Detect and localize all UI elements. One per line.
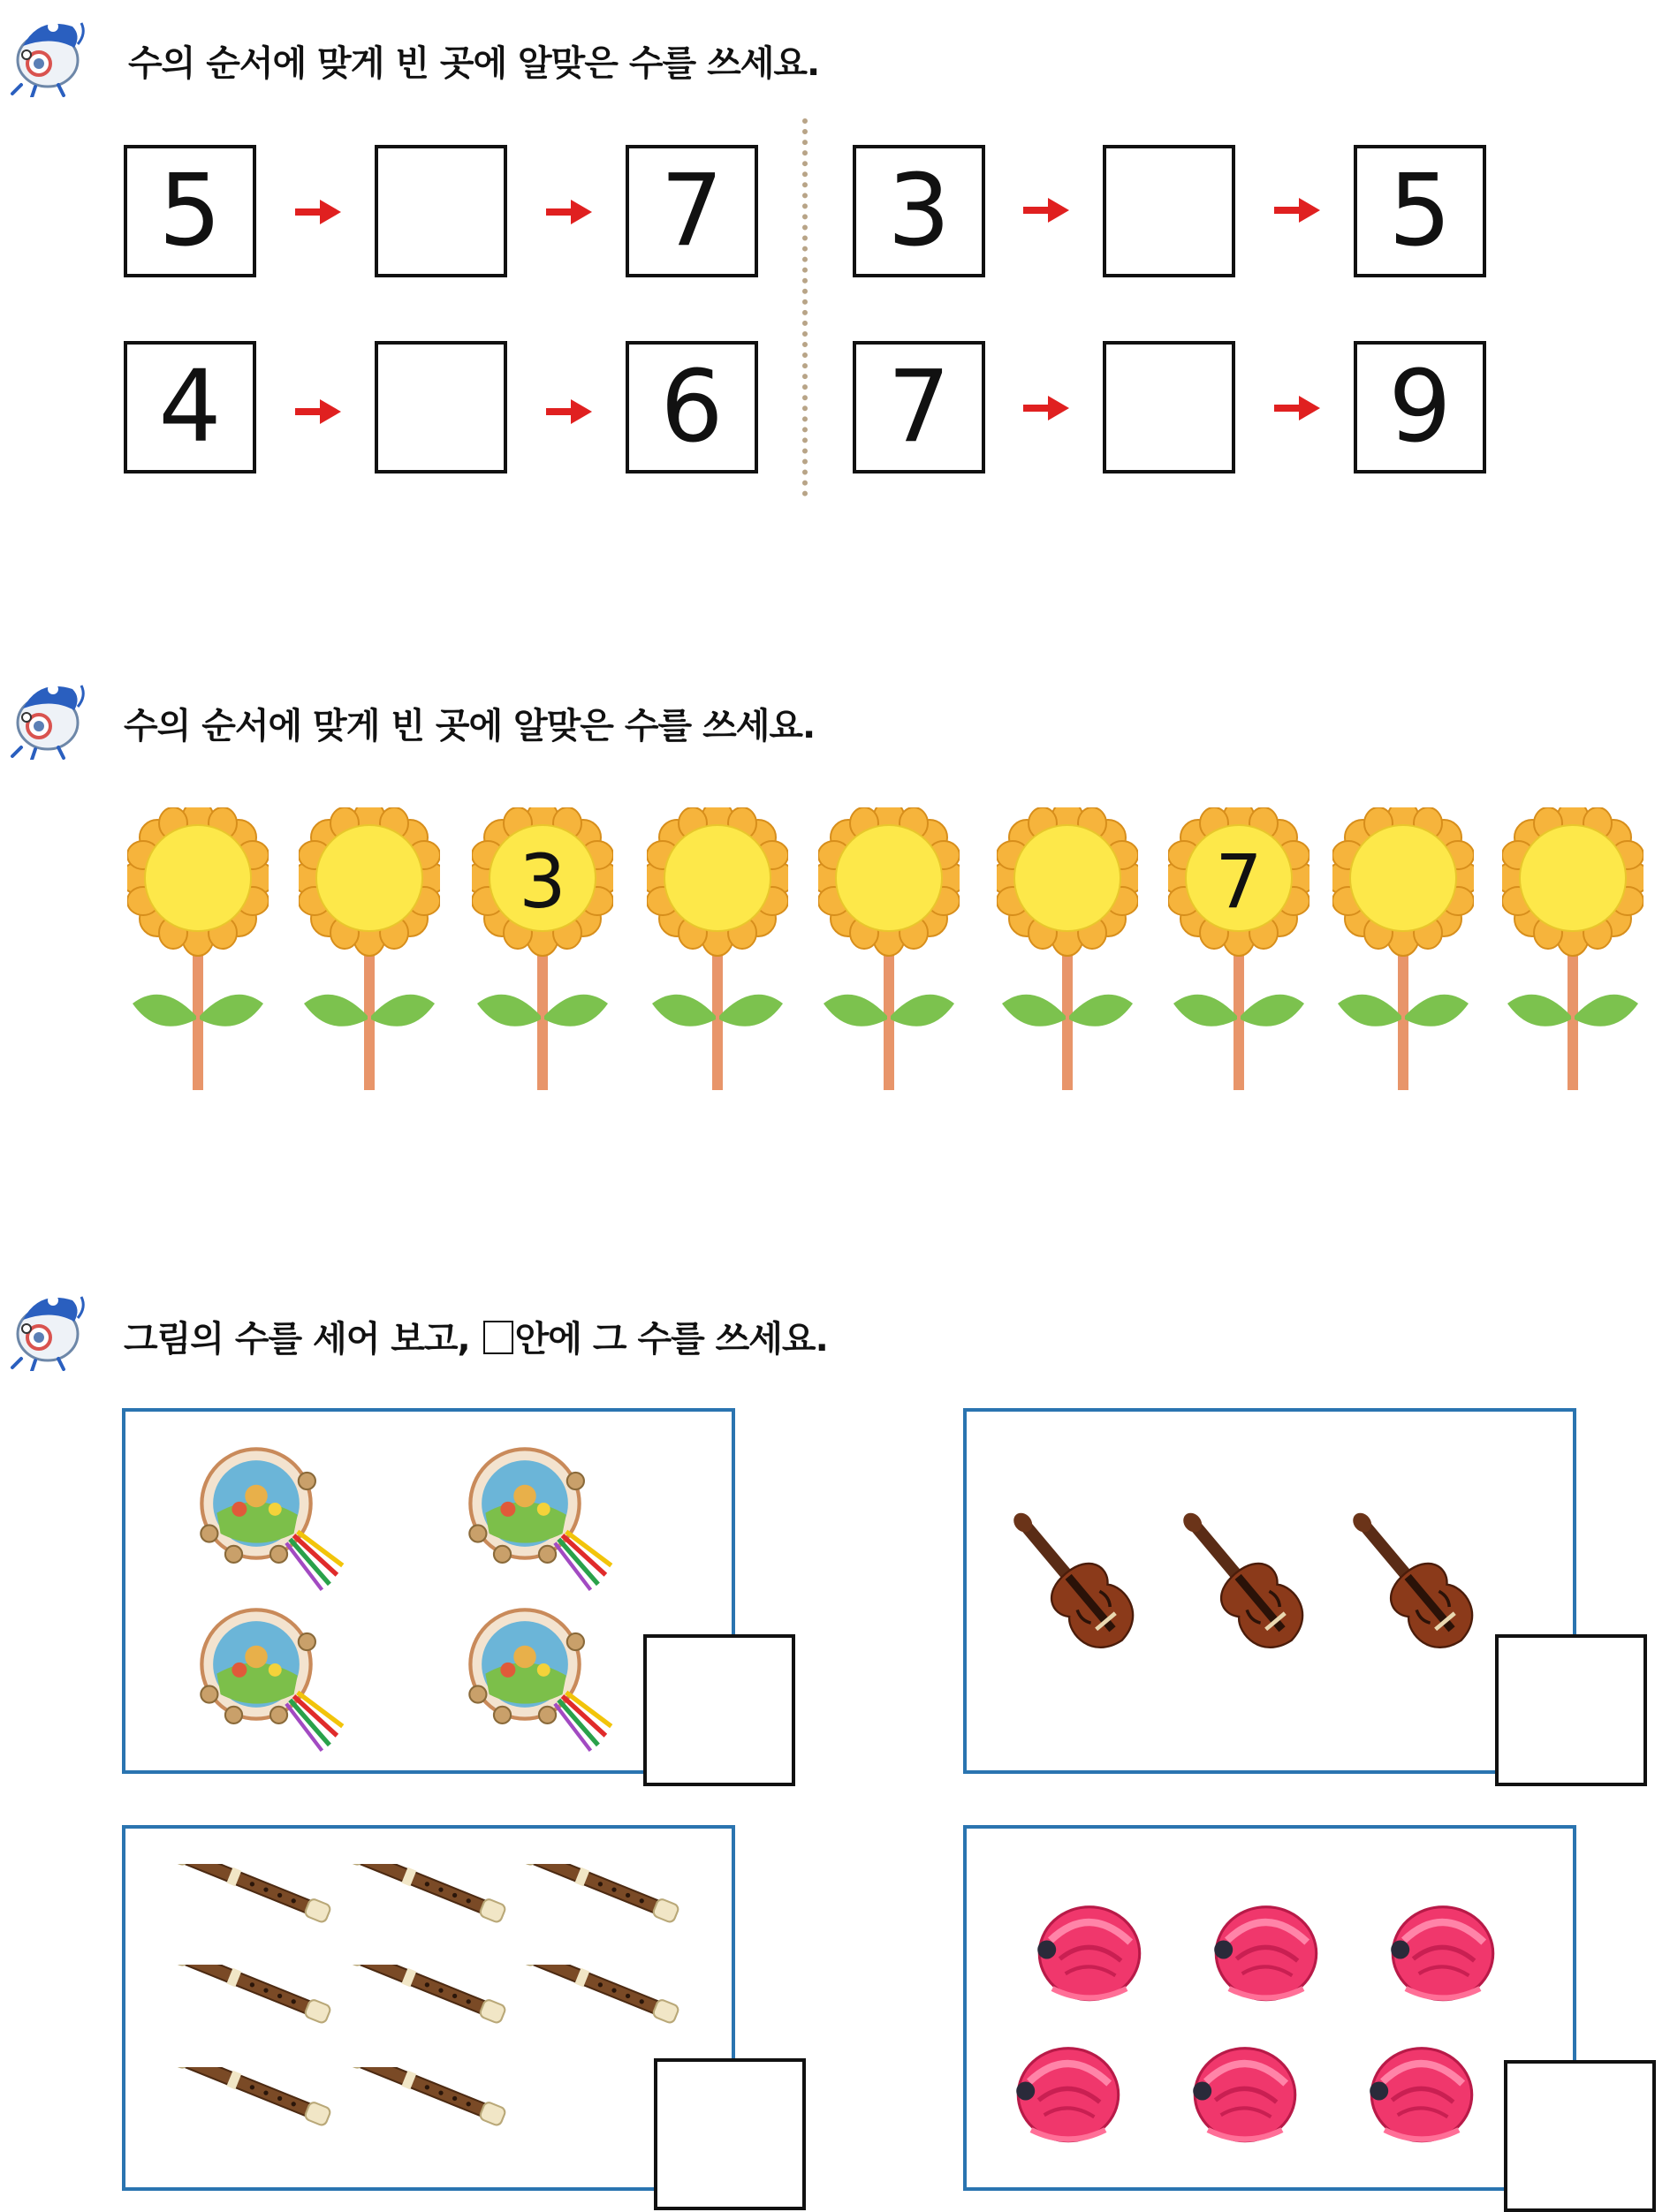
instruction-part-2: 안에 그 수를 쓰세요.: [514, 1319, 828, 1360]
tambourine-icon: [196, 1604, 346, 1754]
sunflower: [1168, 807, 1309, 1090]
sunflower-icon: [818, 807, 960, 1090]
number-box: 3: [853, 145, 985, 277]
tambourine-icon: [465, 1443, 615, 1594]
arrow-right-icon: [546, 198, 592, 226]
sunflower-number: 7: [1215, 838, 1263, 925]
mascot-icon: [4, 671, 92, 760]
violin-icon: [1168, 1495, 1336, 1671]
sunflower[interactable]: [818, 807, 960, 1090]
sunflower-icon: [127, 807, 269, 1090]
sunflower-icon: [1332, 807, 1474, 1090]
number-box: 6: [626, 341, 758, 473]
violin-icon: [1338, 1495, 1506, 1671]
recorder-icon: [338, 1864, 514, 1961]
number-box: 9: [1354, 341, 1486, 473]
arrow-right-icon: [1023, 394, 1069, 422]
castanet-icon: [1189, 2035, 1301, 2147]
arrow-right-icon: [295, 398, 341, 426]
sunflower[interactable]: [647, 807, 788, 1090]
answer-box[interactable]: [654, 2058, 806, 2210]
arrow-right-icon: [295, 198, 341, 226]
sunflower-icon: [647, 807, 788, 1090]
mascot-icon: [4, 9, 92, 97]
sunflower-icon: [1502, 807, 1643, 1090]
number-box: 7: [853, 341, 985, 473]
sunflower-icon: [997, 807, 1138, 1090]
sunflower-number: 3: [519, 838, 566, 925]
dotted-divider: [802, 118, 808, 496]
answer-box[interactable]: [643, 1634, 795, 1786]
arrow-right-icon: [1274, 394, 1320, 422]
recorder-icon: [338, 2067, 514, 2164]
section2-instruction: 수의 순서에 맞게 빈 곳에 알맞은 수를 쓰세요.: [124, 706, 816, 746]
blank-answer-box[interactable]: [1103, 341, 1235, 473]
blank-answer-box[interactable]: [375, 145, 507, 277]
number-box: 7: [626, 145, 758, 277]
violin-icon: [998, 1495, 1166, 1671]
answer-box[interactable]: [1495, 1634, 1647, 1786]
castanet-icon: [1387, 1894, 1499, 2005]
blank-answer-box[interactable]: [375, 341, 507, 473]
section1-instruction: 수의 순서에 맞게 빈 곳에 알맞은 수를 쓰세요.: [128, 43, 820, 84]
sunflower[interactable]: [1332, 807, 1474, 1090]
number-box: 5: [124, 145, 256, 277]
castanet-icon: [1366, 2035, 1477, 2147]
section3-instruction: [124, 1311, 828, 1361]
recorder-icon: [511, 1965, 687, 2062]
answer-box[interactable]: [1504, 2060, 1656, 2212]
sunflower-icon: [299, 807, 440, 1090]
sunflower[interactable]: [127, 807, 269, 1090]
arrow-right-icon: [546, 398, 592, 426]
recorder-icon: [163, 2067, 339, 2164]
tambourine-icon: [465, 1604, 615, 1754]
castanet-icon: [1211, 1894, 1322, 2005]
mascot-icon: [4, 1283, 92, 1371]
number-box: 4: [124, 341, 256, 473]
arrow-right-icon: [1023, 196, 1069, 224]
sunflower: [472, 807, 613, 1090]
castanet-icon: [1034, 1894, 1145, 2005]
recorder-icon: [511, 1864, 687, 1961]
recorder-icon: [338, 1965, 514, 2062]
sunflower[interactable]: [997, 807, 1138, 1090]
tambourine-icon: [196, 1443, 346, 1594]
arrow-right-icon: [1274, 196, 1320, 224]
square-box-icon: [483, 1321, 513, 1354]
blank-answer-box[interactable]: [1103, 145, 1235, 277]
sunflower[interactable]: [299, 807, 440, 1090]
sunflower[interactable]: [1502, 807, 1643, 1090]
number-box: 5: [1354, 145, 1486, 277]
recorder-icon: [163, 1965, 339, 2062]
castanet-icon: [1013, 2035, 1124, 2147]
recorder-icon: [163, 1864, 339, 1961]
instruction-part-1: 그림의 수를 세어 보고,: [124, 1319, 470, 1360]
